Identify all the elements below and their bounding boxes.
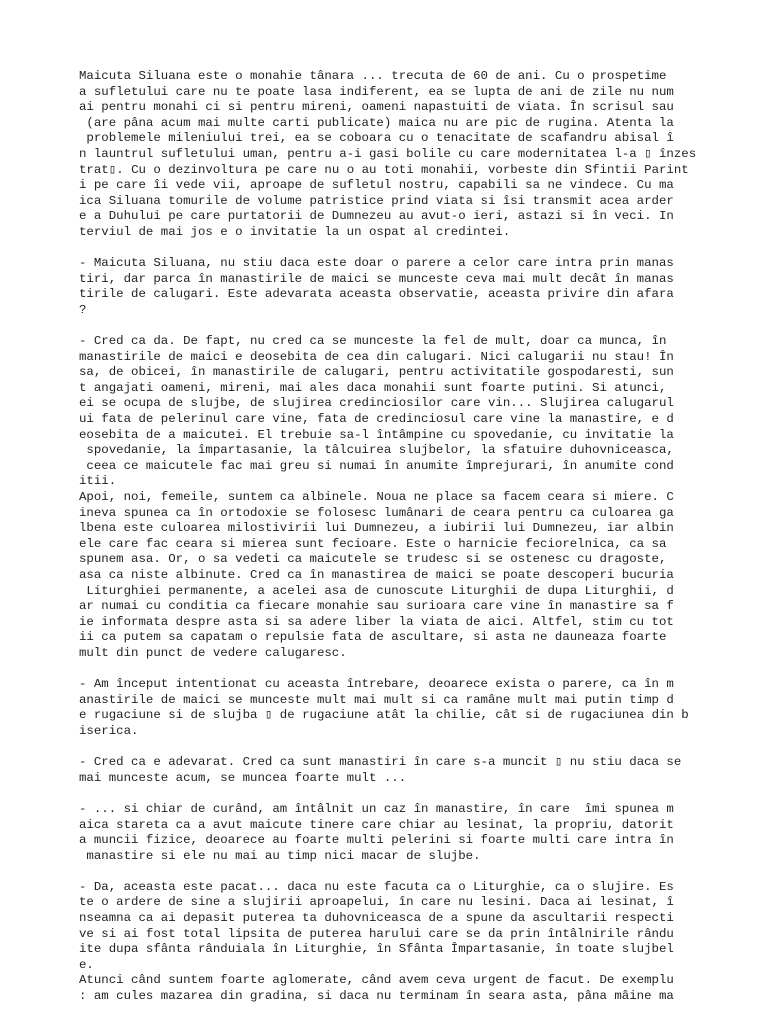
text-line: problemele mileniului trei, ea se coboara cu o tenacitate de scafandru abisal î (79, 131, 674, 146)
text-line: ineva spunea ca în ortodoxie se folosesc lumânari de ceara pentru ca culoarea ga (79, 505, 674, 520)
text-line: Maicuta Siluana este o monahie tânara ... trecuta de 60 de ani. Cu o prospetime (79, 69, 667, 83)
text-line: manastirile de maici e deosebita de cea din calugari. Nici calugarii nu stau! În (79, 349, 674, 364)
text-line: spovedanie, la împartasanie, la tâlcuirea slujbelor, la sfatuire duhovniceasca, (79, 443, 674, 458)
text-line: : am cules mazarea din gradina, si daca nu terminam în seara asta, pâna mâine ma (79, 989, 674, 1004)
text-line: ve si ai fost total lipsita de puterea harului care se da prin întâlnirile rându (79, 926, 674, 941)
text-line: asa ca niste albinute. Cred ca în manastirea de maici se poate descoperi bucuria (79, 568, 674, 582)
text-line: aica stareta ca a avut maicute tinere care chiar au lesinat, la propriu, datorit (79, 817, 674, 832)
text-line: t angajati oameni, mireni, mai ales daca monahii sunt foarte putini. Si atunci, (79, 380, 667, 395)
blank-line (79, 662, 699, 678)
text-line: ii ca putem sa capatam o repulsie fata de ascultare, si asta ne dauneaza foarte (79, 630, 667, 645)
text-line: (are pâna acum mai multe carti publicate) maica nu are pic de rugina. Atenta la (79, 115, 674, 130)
text-line: lbena este culoarea milostivirii lui Dumnezeu, a iubirii lui Dumnezeu, iar albin (79, 521, 674, 536)
text-line: manastire si ele nu mai au timp nici macar de slujbe. (79, 848, 481, 863)
text-line: spunem asa. Or, o sa vedeti ca maicutele se trudesc si se ostenesc cu dragoste, (79, 552, 667, 567)
text-line: eosebita de a maicutei. El trebuie sa-l întâmpine cu spovedanie, cu invitatie la (79, 427, 674, 442)
blank-line (79, 786, 699, 802)
text-line: Liturghiei permanente, a acelei asa de cunoscute Liturghii de dupa Liturghii, d (79, 583, 674, 598)
text-line: trat▯. Cu o dezinvoltura pe care nu o au toti monahii, vorbeste din Sfintii Parint (79, 162, 689, 177)
text-line: nseamna ca ai depasit puterea ta duhovniceasca de a spune da ascultarii respecti (79, 911, 674, 926)
text-line: e rugaciune si de slujba ▯ de rugaciune atât la chilie, cât si de rugaciunea din b (79, 708, 689, 723)
text-line: Atunci când suntem foarte aglomerate, când avem ceva urgent de facut. De exemplu (79, 973, 674, 988)
text-line: Apoi, noi, femeile, suntem ca albinele. Noua ne place sa facem ceara si miere. C (79, 490, 674, 505)
text-line: ei se ocupa de slujbe, de slujirea credinciosilor care vin... Slujirea calugarul (79, 396, 674, 411)
text-line: e. (79, 957, 94, 972)
text-line: itii. (79, 474, 117, 489)
text-line: - Maicuta Siluana, nu stiu daca este doar o parere a celor care intra prin manas (79, 256, 674, 271)
text-line: - Da, aceasta este pacat... daca nu este facuta ca o Liturghie, ca o slujire. Es (79, 879, 674, 894)
text-line: anastirile de maici se munceste mult mai mult si ca ramâne mult mai putin timp d (79, 692, 674, 707)
text-line: e a Duhului pe care purtatorii de Dumnezeu au avut-o ieri, astazi si în veci. In (79, 209, 674, 224)
text-line: ar numai cu conditia ca fiecare monahie sau surioara care vine în manastire sa f (79, 599, 674, 614)
text-line: sa, de obicei, în manastirile de calugari, pentru activitatile gospodaresti, sun (79, 365, 674, 380)
text-line: tirile de calugari. Este adevarata aceasta observatie, aceasta privire din afara (79, 287, 674, 302)
text-line: n launtrul sufletului uman, pentru a-i gasi bolile cu care modernitatea l-a ▯ înzes (79, 146, 697, 161)
text-line: mai munceste acum, se muncea foarte mult ... (79, 770, 407, 785)
text-line: - Cred ca e adevarat. Cred ca sunt manastiri în care s-a muncit ▯ nu stiu daca se (79, 755, 682, 770)
text-line: tiri, dar parca în manastirile de maici se munceste ceva mai mult decât în manas (79, 271, 674, 286)
text-line: a sufletului care nu te poate lasa indiferent, ea se lupta de ani de zile nu num (79, 84, 674, 99)
text-line: mult din punct de vedere calugaresc. (79, 645, 347, 660)
text-line: terviul de mai jos e o invitatie la un ospat al credintei. (79, 224, 511, 239)
text-line: ite dupa sfânta rânduiala în Liturghie, în Sfânta Împartasanie, în toate slujbel (79, 942, 674, 957)
text-line: ceea ce maicutele fac mai greu si numai în anumite împrejurari, în anumite cond (79, 458, 674, 473)
text-line: ica Siluana tomurile de volume patristice prind viata si îsi transmit acea arder (79, 193, 674, 208)
text-line: te o ardere de sine a slujirii aproapelui, în care nu lesini. Daca ai lesinat, î (79, 895, 674, 910)
text-line: ie informata despre asta si sa adere liber la viata de aici. Altfel, stim cu tot (79, 614, 674, 629)
blank-line (79, 864, 699, 880)
text-line: ele care fac ceara si mierea sunt fecioare. Este o harnicie feciorelnica, ca sa (79, 536, 667, 551)
text-line: ai pentru monahi ci si pentru mireni, oameni napastuiti de viata. În scrisul sau (79, 100, 674, 115)
text-line: i pe care îi vede vii, aproape de sufletul nostru, capabili sa ne vindece. Cu ma (79, 178, 674, 193)
text-line: - Cred ca da. De fapt, nu cred ca se munceste la fel de mult, doar ca munca, în (79, 334, 667, 349)
text-line: a muncii fizice, deoarece au foarte multi pelerini si foarte multi care intra în (79, 833, 674, 848)
blank-line (79, 319, 699, 335)
document-page (79, 69, 699, 1005)
text-line: - Am început intentionat cu aceasta întrebare, deoarece exista o parere, ca în m (79, 677, 674, 692)
blank-line (79, 241, 699, 257)
text-line: ui fata de pelerinul care vine, fata de credinciosul care vine la manastire, e d (79, 412, 674, 427)
text-line: iserica. (79, 723, 139, 738)
text-line: ? (79, 302, 87, 317)
text-line: - ... si chiar de curând, am întâlnit un caz în manastire, în care îmi spunea m (79, 801, 674, 816)
blank-line (79, 740, 699, 756)
